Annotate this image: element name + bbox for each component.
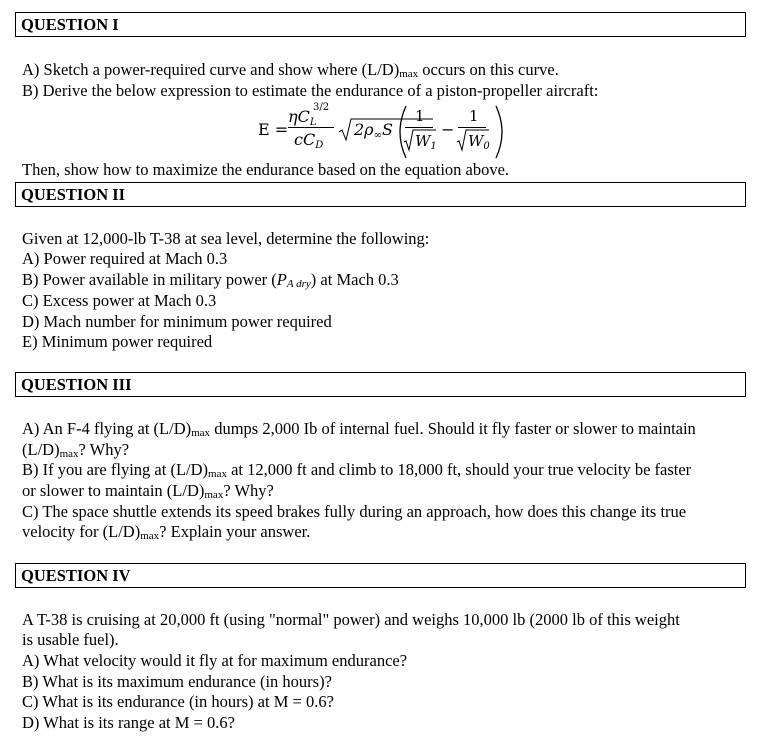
q4-intro-line1: A T-38 is cruising at 20,000 ft (using "normal" power) and weighs 10,000 lb (2000 lb of this weight <box>22 610 680 629</box>
q4-part-a: A) What velocity would it fly at for maximum endurance? <box>22 651 408 670</box>
q4-part-b: B) What is its maximum endurance (in hours)? <box>22 672 332 691</box>
q2-part-d: D) Mach number for minimum power required <box>22 312 332 331</box>
q1-then: Then, show how to maximize the endurance based on the equation above. <box>22 160 510 179</box>
q3-part-c-line2: velocity for (L/D)max? Explain your answer. <box>22 522 311 542</box>
question-3-header: QUESTION III <box>15 372 746 397</box>
endurance-equation: E = ηCL 3/2 cCD 2ρ∞S 1 $W_1$ − 1 $W_0$ <box>258 104 518 160</box>
q3-part-a-line2: (L/D)max? Why? <box>22 440 130 460</box>
q1-part-b: B) Derive the below expression to estimate the endurance of a piston-propeller aircraft: <box>22 81 599 100</box>
q4-part-d: D) What is its range at M = 0.6? <box>22 713 235 732</box>
q2-part-a: A) Power required at Mach 0.3 <box>22 249 228 268</box>
q2-intro: Given at 12,000-lb T-38 at sea level, determine the following: <box>22 229 430 248</box>
question-4-header: QUESTION IV <box>15 563 746 588</box>
q3-part-a-line1: A) An F-4 flying at (L/D)max dumps 2,000 Ib of internal fuel. Should it fly faster or slower to maintain <box>22 419 696 439</box>
question-1-header: QUESTION I <box>15 12 746 37</box>
q3-part-b-line1: B) If you are flying at (L/D)max at 12,000 ft and climb to 18,000 ft, should your true velocity be faster <box>22 460 692 480</box>
question-2-header: QUESTION II <box>15 182 746 207</box>
q1-part-a: A) Sketch a power-required curve and show where (L/D)max occurs on this curve. <box>22 60 559 80</box>
q2-part-e: E) Minimum power required <box>22 332 213 351</box>
q3-part-b-line2: or slower to maintain (L/D)max? Why? <box>22 481 274 501</box>
q2-part-b: B) Power available in military power (PA dry) at Mach 0.3 <box>22 270 399 290</box>
q4-intro-line2: is usable fuel). <box>22 630 119 649</box>
q3-part-c-line1: C) The space shuttle extends its speed brakes fully during an approach, how does this change its true <box>22 502 687 521</box>
q4-part-c: C) What is its endurance (in hours) at M = 0.6? <box>22 692 334 711</box>
right-paren <box>494 104 508 160</box>
q2-part-c: C) Excess power at Mach 0.3 <box>22 291 217 310</box>
